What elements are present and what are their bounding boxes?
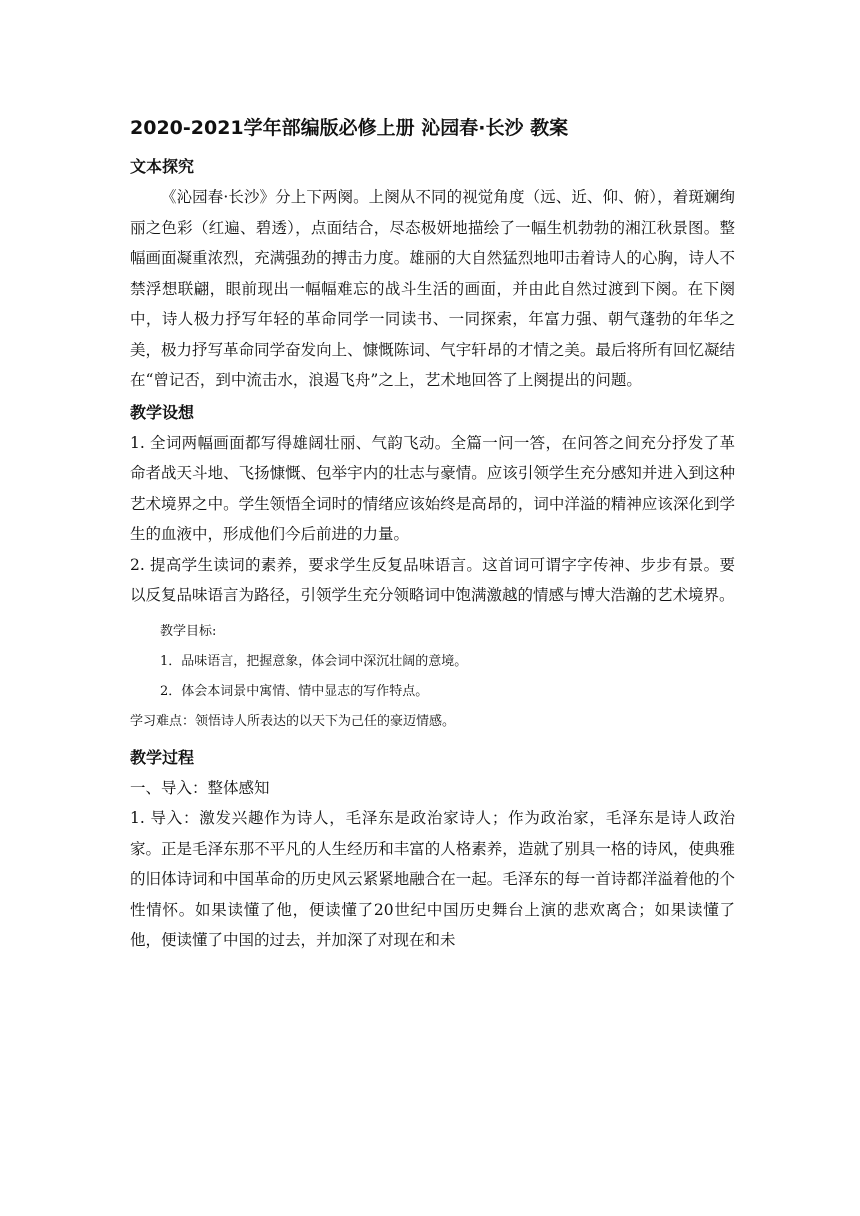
section-heading-teaching-process: 教学过程 [130,747,195,767]
teaching-idea-item-2: 2. 提高学生读词的素养，要求学生反复品味语言。这首词可谓字字传神、步步有景。要以反复品味语言为路径，引领学生充分领略词中饱满激越的情感与博大浩瀚的艺术境界。 [130,555,735,604]
section-teaching-process [130,737,735,956]
teaching-process-step-1: 一、导入：整体感知 [130,778,270,797]
teaching-goals-label: 教学目标: [160,623,217,639]
section-heading-text-study: 文本探究 [130,157,195,176]
teaching-goal-1: 1．品味语言，把握意象，体会词中深沉壮阔的意境。 [160,653,468,669]
text-study-paragraph: 《沁园春·长沙》分上下两阕。上阕从不同的视觉角度（远、近、仰、俯），着斑斓绚丽之色彩（红遍、碧透），点面结合，尽态极妍地描绘了一幅生机勃勃的湘江秋景图。整幅画面凝重浓烈，充满强劲的搏击力度。雄丽的大自然猛烈地叩击着诗人的心胸，诗人不禁浮想联翩，眼前现出一幅幅难忘的战斗生活的画面，并由此自然过渡到下阕。在下阕中，诗人极力抒写年轻的革命同学一同读书、一同探索，年富力强、朝气蓬勃的年华之美，极力抒写革命同学奋发向上、慷慨陈词、气宇轩昂的才情之美。最后将所有回忆凝结在“曾记否，到中流击水，浪遏飞舟”之上，艺术地回答了上阕提出的问题。 [130,188,735,389]
teaching-goal-2: 2．体会本词景中寓情、情中显志的写作特点。 [160,683,429,699]
section-heading-teaching-idea: 教学设想 [130,402,195,422]
document-page [130,110,735,956]
teaching-process-paragraph: 1. 导入：激发兴趣作为诗人，毛泽东是政治家诗人；作为政治家，毛泽东是诗人政治家。正是毛泽东那不平凡的人生经历和丰富的人格素养，造就了别具一格的诗风，使典雅的旧体诗词和中国革命的历史风云紧紧地融合在一起。毛泽东的每一首诗都洋溢着他的个性情怀。如果读懂了他，便读懂了20世纪中国历史舞台上演的悲欢离合；如果读懂了他，便读懂了中国的过去，并加深了对现在和未 [130,809,735,949]
learning-difficulty: 学习难点：领悟诗人所表达的以天下为己任的豪迈情感。 [130,713,456,729]
document-title: 2020-2021学年部编版必修上册 沁园春·长沙 教案 [130,117,569,139]
section-teaching-idea [130,398,735,737]
section-text-study [130,152,735,396]
teaching-idea-item-1: 1. 全词两幅画面都写得雄阔壮丽、气韵飞动。全篇一问一答，在问答之间充分抒发了革命者战天斗地、飞扬慷慨、包举宇内的壮志与豪情。应该引领学生充分感知并进入到这种艺术境界之中。学生领悟全词时的情绪应该始终是高昂的，词中洋溢的精神应该深化到学生的血液中，形成他们今后前进的力量。 [130,433,735,543]
